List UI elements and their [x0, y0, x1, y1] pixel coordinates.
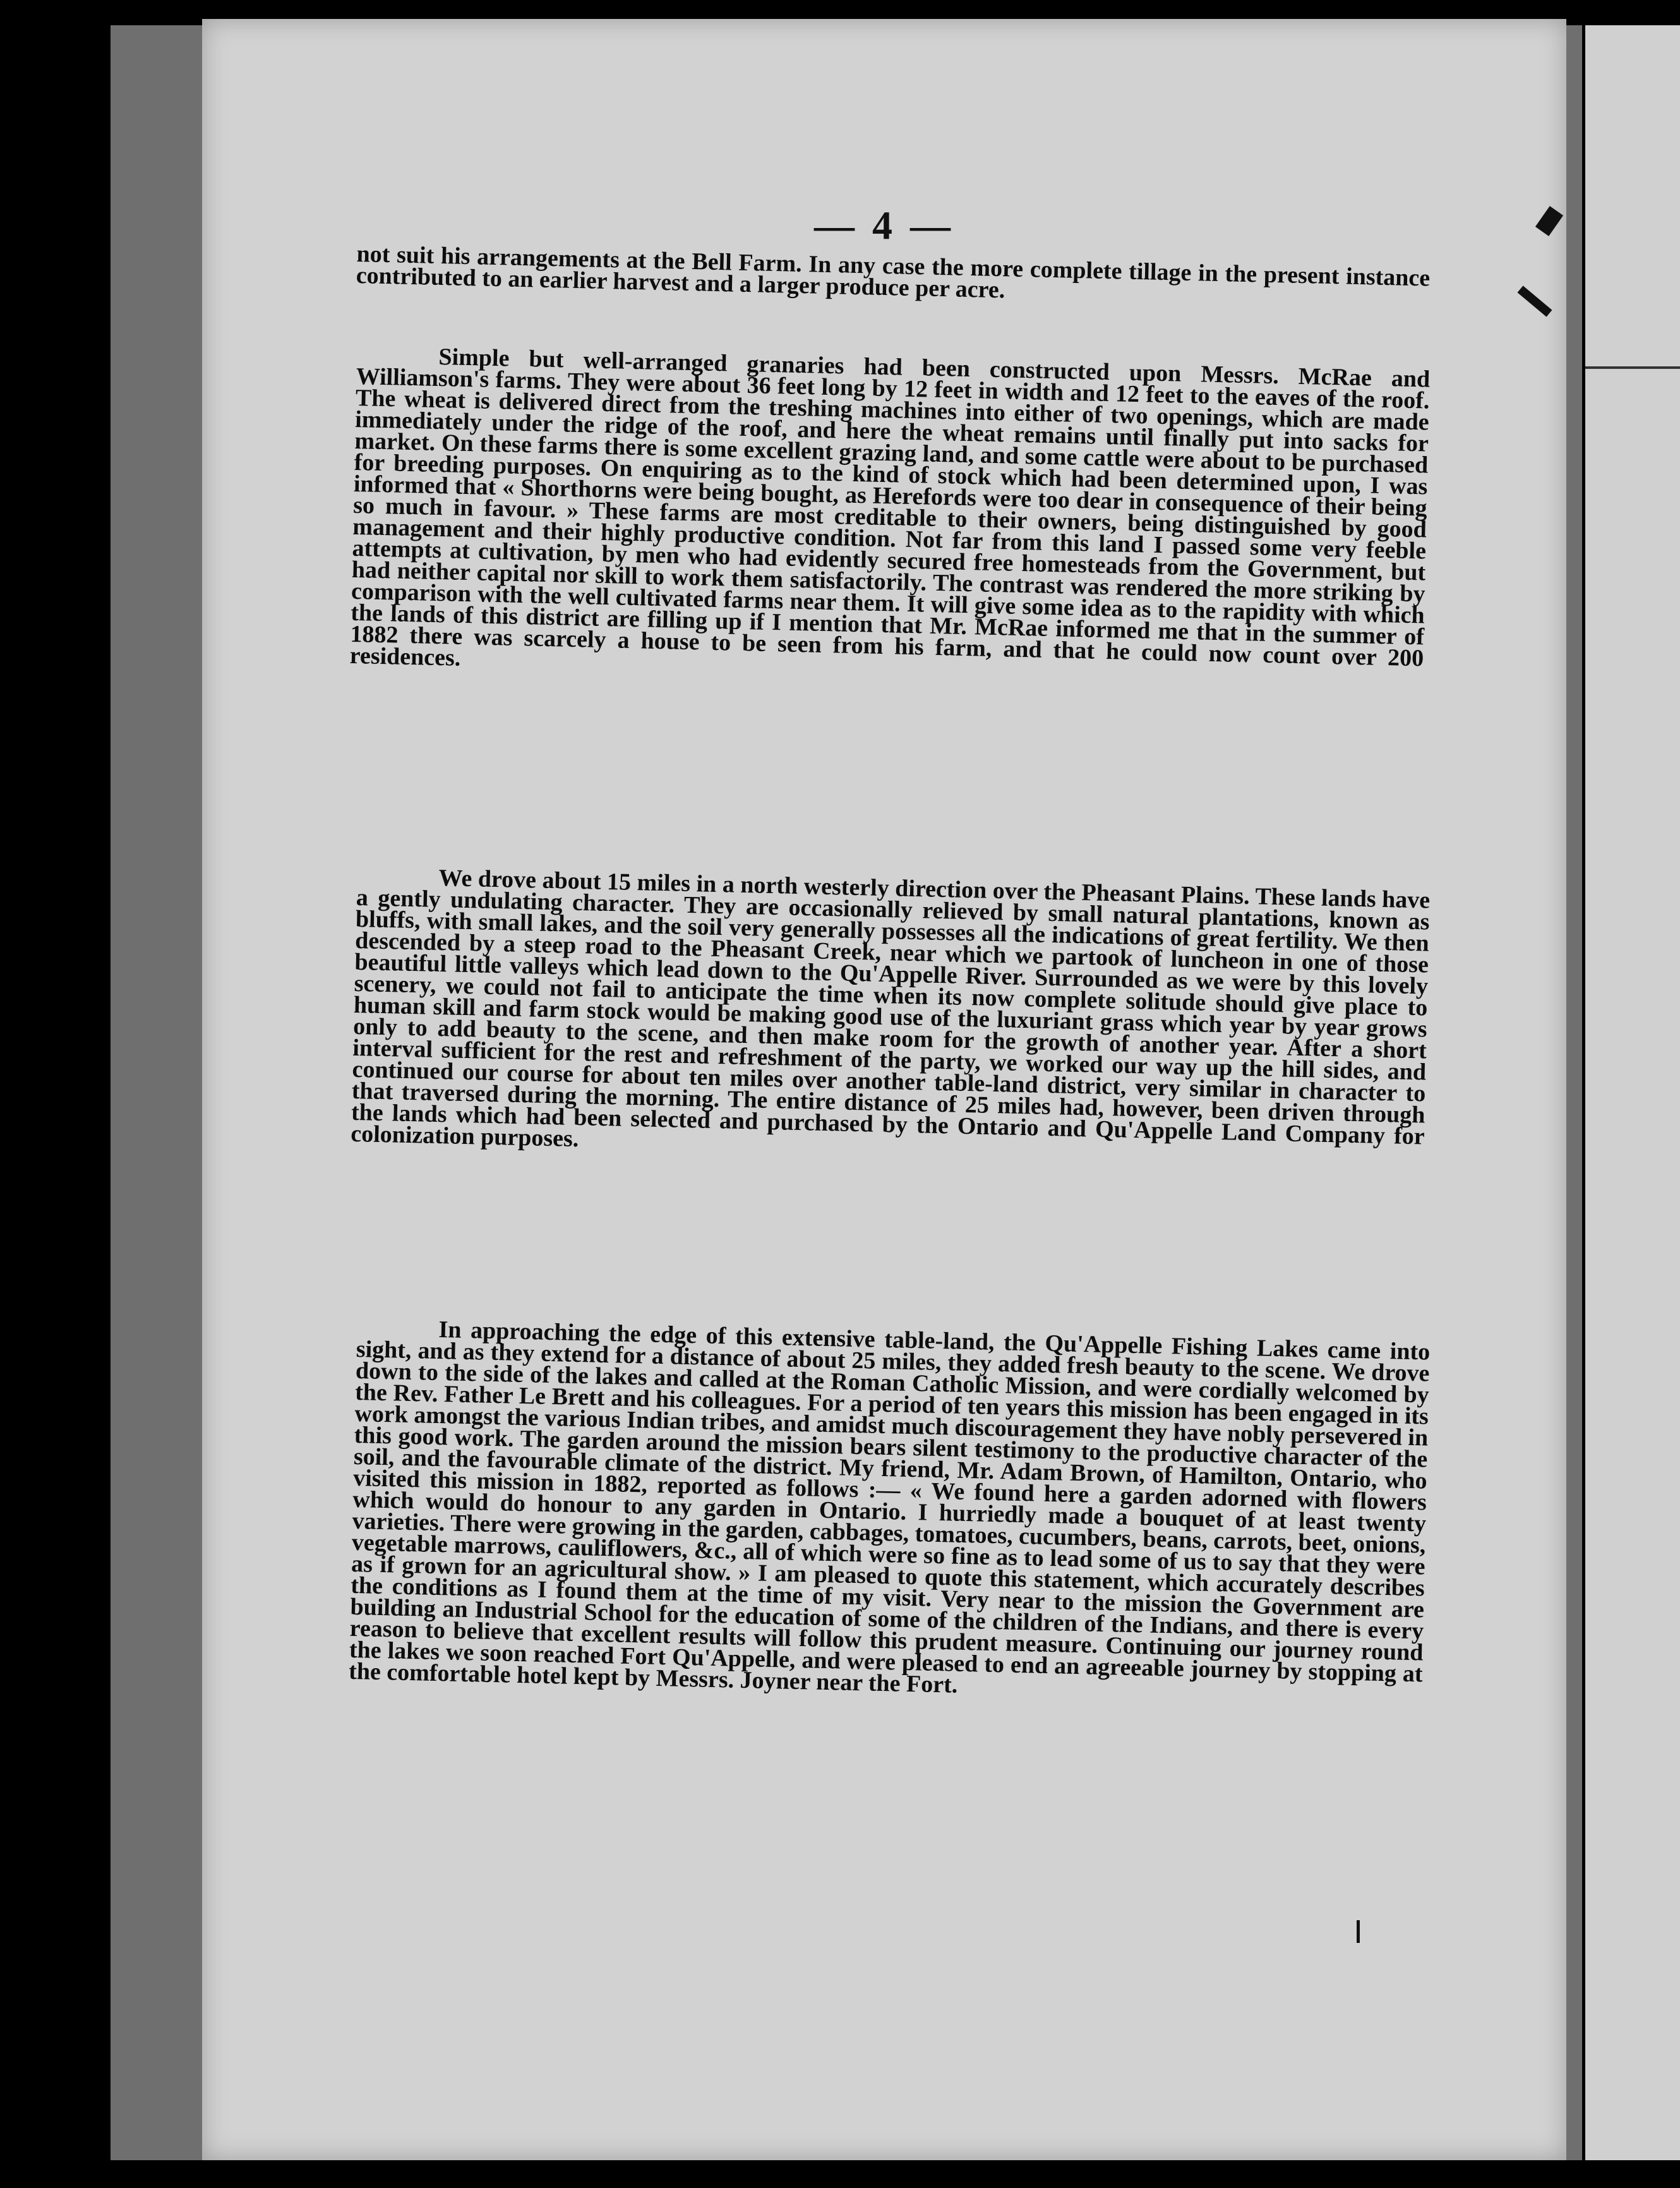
adjacent-page-rule [1585, 366, 1680, 369]
body-text [349, 1317, 1431, 1706]
paragraph-continuation: not suit his arrangements at the Bell Farm. In any case the more complete tillage in the present instance contributed to an earlier harvest and a larger produce per acre. [356, 241, 1431, 304]
adjacent-page-edge [1585, 25, 1680, 2160]
body-text [351, 865, 1431, 1169]
ink-mark [1357, 1920, 1360, 1943]
paragraph-fishing-lakes: In approaching the edge of this extensive table-land, the Qu'Appelle Fishing Lakes came into sight, and as they extend for a distance of about 25 miles, they added fresh beauty to the scene. We drove down to the side of the lakes and called at the Roman Catholic Mission, and were cordially welcomed by the Rev. Father Le Brett and his colleagues. For a period of ten years this mission has been engaged in its work amongst the various Indian tribes, and amidst much discouragement they have nobly persevered in this good work. The garden around the mission bears silent testimony to the productive character of the soil, and the favourable climate of the district. My friend, Mr. Adam Brown, of Hamilton, Ontario, who visited this mission in 1882, reported as follows :— « We found here a garden adorned with flowers which would do honour to any garden in Ontario. I hurriedly made a bouquet of at least twenty varieties. There were growing in the garden, cabbages, tomatoes, cucumbers, beans, carrots, beet, onions, vegetable marrows, cauliflowers, &c., all of which were so fine as to lead some of us to say that they were as if grown for an agricultural show. » I am pleased to quote this statement, which accurately describes the conditions as I found them at the time of my visit. Very near to the mission the Government are building an Industrial School for the education of some of the children of the Indians, and there is every reason to believe that excellent results will follow this prudent measure. Continuing our journey round the lakes we soon reached Fort Qu'Appelle, and were pleased to end an agreeable journey by stopping at the comfortable hotel kept by Messrs. Joyner near the Fort. [348, 1316, 1431, 1698]
paragraph-granaries: Simple but well-arranged granaries had been constructed upon Messrs. McRae and Williamson's farms. They were about 36 feet long by 12 feet in width and 12 feet to the eaves of the roof. The wheat is delivered direct from the treshing machines into either of two openings, which are made immediately under the ridge of the roof, and here the wheat remains until finally put into sacks for market. On these farms there is some excellent grazing land, and some cattle were about to be purchased for breeding purposes. On enquiring as to the kind of stock which had been determined upon, I was informed that « Shorthorns were being bought, as Herefords were too dear in consequence of their being so much in favour. » These farms are most creditable to their owners, being distinguished by good management and their highly productive condition. Not far from this land I passed some very feeble attempts at cultivation, by men who had evidently secured free homesteads from the Government, but had neither capital nor skill to work them satisfactorily. The contrast was rendered the more striking by comparison with the well cultivated farms near them. It will give some idea as to the rapidity with which the lands of this district are filling up if I mention that Mr. McRae informed me that in the summer of 1882 there was scarcely a house to be seen from his farm, and that he could now count over 200 residences. [349, 343, 1431, 672]
paragraph-pheasant-plains: We drove about 15 miles in a north westerly direction over the Pheasant Plains. These lands have a gently undulating character. They are occasionally relieved by small natural plantations, known as bluffs, with small lakes, and the soil very generally possesses all the indications of great fertility. We then descended by a steep road to the Pheasant Creek, near which we partook of luncheon in one of those beautiful little valleys which lead down to the Qu'Appelle River. Surrounded as we were by this lovely scenery, we could not fail to anticipate the time when its now complete solitude should give place to human skill and farm stock would be making good use of the luxuriant grass which year by year grows only to add beauty to the scene, and then make room for the growth of another year. After a short interval sufficient for the rest and refreshment of the party, we worked our way up the hill sides, and continued our course for about ten miles over another table-land district, very similar in character to that traversed during the morning. The entire distance of 25 miles had, however, been driven through the lands which had been selected and purchased by the Ontario and Qu'Appelle Land Company for colonization purposes. [350, 864, 1431, 1153]
page-number: — 4 — [814, 203, 954, 248]
body-text [349, 344, 1430, 690]
